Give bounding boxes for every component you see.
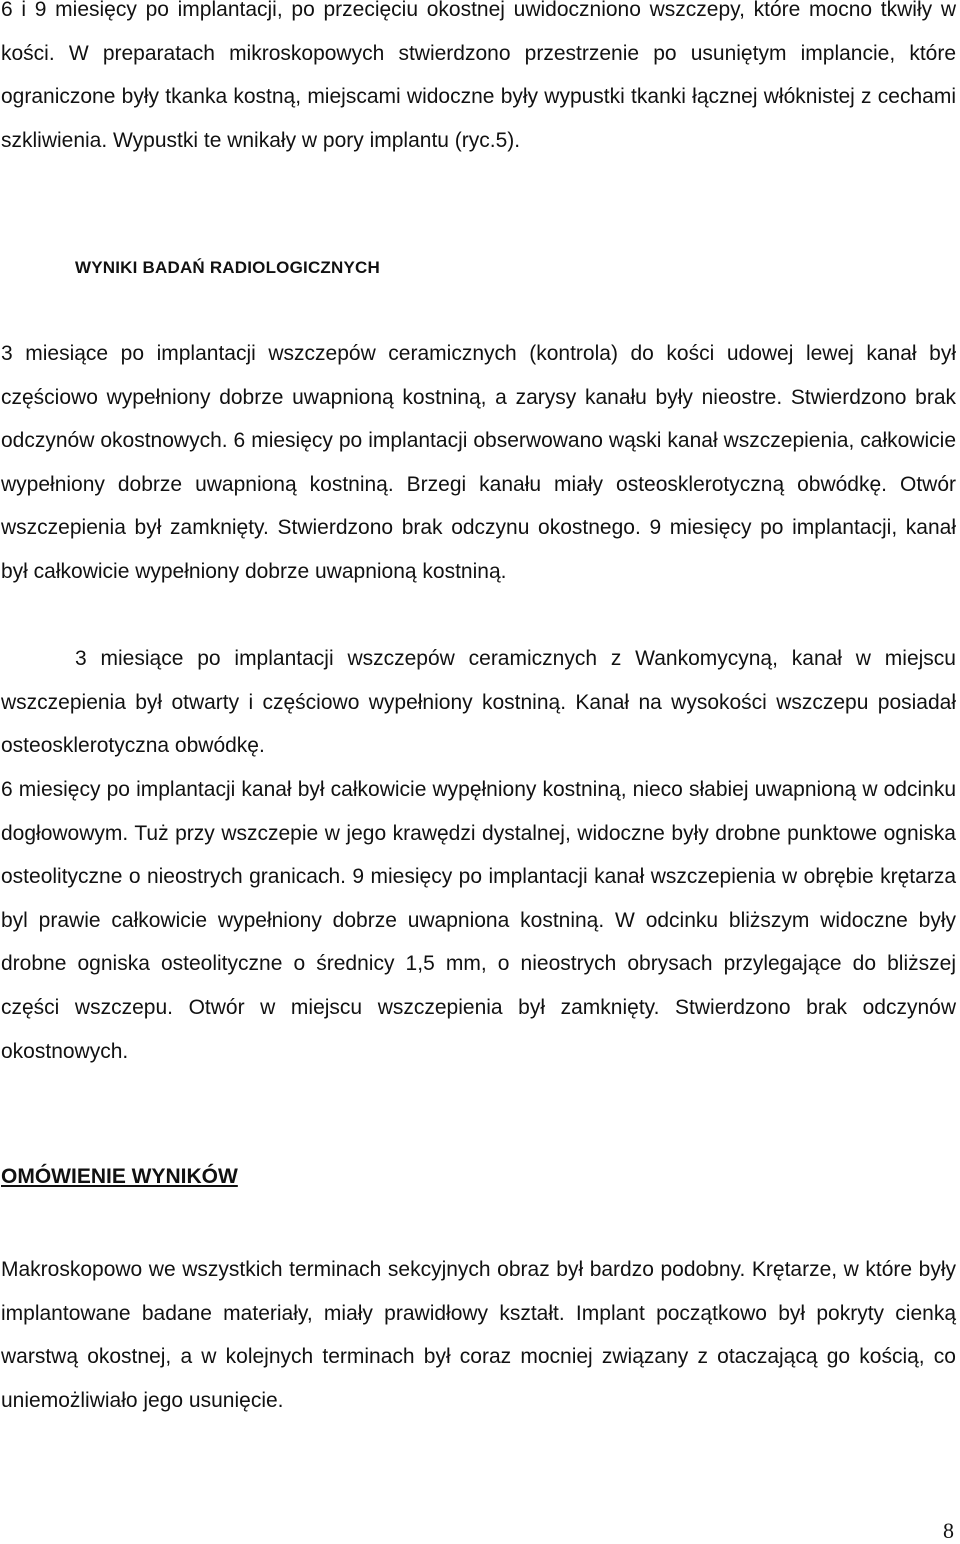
paragraph-histology: 6 i 9 miesięcy po implantacji, po przecięciu okostnej uwidoczniono wszczepy, które mocno tkwiły w kości. W preparatach mikroskopowych stwierdzono przestrzenie po usuniętym implancie, które ograniczone były tkanka kostną, miejscami widoczne były wypustki tkanki łącznej włóknistej z cechami szkliwienia. Wypustki te wnikały w pory implantu (ryc.5).: [1, 0, 956, 152]
paragraph-radiology-vancomycin-6-9m: 6 miesięcy po implantacji kanał był całkowicie wypęłniony kostniną, nieco słabiej uwapnioną w odcinku dogłowowym. Tuż przy wszczepie w jego krawędzi dystalnej, widoczne były drobne punktowe ogniska osteolityczne o nieostrych granicach. 9 miesięcy po implantacji kanał wszczepienia w obrębie krętarza byl prawie całkowicie wypełniony dobrze uwapniona kostniną. W odcinku bliższym widoczne były drobne ogniska osteolityczne o średnicy 1,5 mm, o nieostrych obrysach przylegające do bliższej części wszczepu. Otwór w miejscu wszczepienia był zamknięty. Stwierdzono brak odczynów okostnowych.: [1, 778, 956, 1063]
paragraph-radiology-control: 3 miesiące po implantacji wszczepów ceramicznych (kontrola) do kości udowej lewej kanał był częściowo wypełniony dobrze uwapnioną kostniną, a zarysy kanału były nieostre. Stwierdzono brak odczynów okostnowych. 6 miesięcy po implantacji obserwowano wąski kanał wszczepienia, całkowicie wypełniony dobrze uwapnioną kostniną. Brzegi kanału miały osteosklerotyczną obwódkę. Otwór wszczepienia był zamknięty. Stwierdzono brak odczynu okostnego. 9 miesięcy po implantacji, kanał był całkowicie wypełniony dobrze uwapnioną kostniną.: [1, 342, 956, 583]
paragraph-radiology-vancomycin-3m: 3 miesiące po implantacji wszczepów ceramicznych z Wankomycyną, kanał w miejscu wszczepienia był otwarty i częściowo wypełniony kostniną. Kanał na wysokości wszczepu posiadał osteosklerotyczna obwódkę.: [1, 647, 956, 758]
page-number: 8: [943, 1518, 954, 1543]
heading-discussion: OMÓWIENIE WYNIKÓW: [1, 1165, 238, 1188]
heading-radiology-results: WYNIKI BADAŃ RADIOLOGICZNYCH: [75, 258, 380, 277]
paragraph-discussion-macroscopic: Makroskopowo we wszystkich terminach sekcyjnych obraz był bardzo podobny. Krętarze, w które były implantowane badane materiały, miały prawidłowy kształt. Implant początkowo był pokryty cienką warstwą okostnej, a w kolejnych terminach był coraz mocniej związany z otaczającą go kością, co uniemożliwiało jego usunięcie.: [1, 1258, 956, 1412]
